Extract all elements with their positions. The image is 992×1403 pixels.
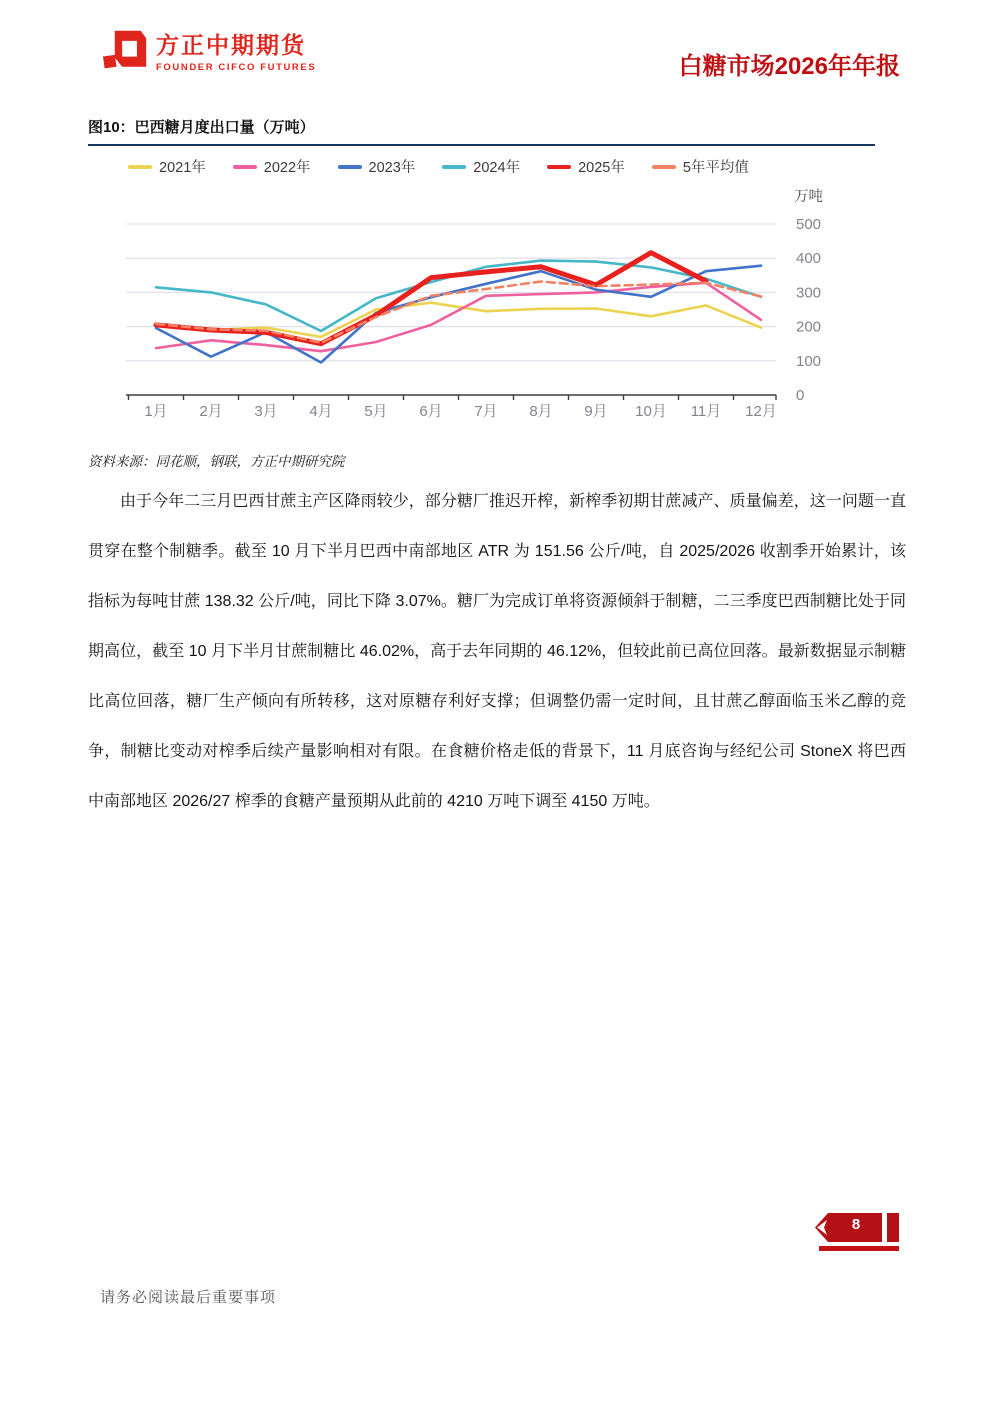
legend-swatch: [338, 165, 362, 169]
figure-title: 图10：巴西糖月度出口量（万吨）: [88, 119, 315, 136]
svg-text:3月: 3月: [254, 403, 278, 420]
report-title: 白糖市场2026年年报: [678, 53, 900, 80]
svg-text:10月: 10月: [635, 403, 667, 420]
legend-label: 2022年: [263, 160, 311, 176]
logo-text: [156, 28, 316, 73]
svg-text:300: 300: [796, 284, 822, 302]
svg-text:万吨: 万吨: [794, 189, 823, 205]
svg-text:2月: 2月: [199, 403, 223, 420]
legend-item-2022年: [233, 156, 311, 177]
legend-label: 2024年: [473, 160, 521, 176]
svg-text:8月: 8月: [529, 403, 553, 420]
svg-text:11月: 11月: [690, 403, 722, 420]
legend-label: 2023年: [368, 160, 416, 176]
founder-cifco-logo-icon: [100, 28, 148, 76]
legend-item-2021年: [128, 156, 206, 177]
svg-text:200: 200: [796, 318, 822, 336]
legend-item-2024年: [442, 156, 520, 177]
legend-swatch: [652, 165, 676, 169]
body-paragraph: 由于今年二三月巴西甘蔗主产区降雨较少，部分糖厂推迟开榨，新榨季初期甘蔗减产、质量偏差，这一问题一直贯穿在整个制糖季。截至 10 月下半月巴西中南部地区 ATR 为 151.56 公斤/吨，自 2025/2026 收割季开始累计，该指标为每吨甘蔗 138.32 公斤/吨，同比下降 3.07%。糖厂为完成订单将资源倾斜于制糖，二三季度巴西制糖比处于同期高位，截至 10 月下半月甘蔗制糖比 46.02%，高于去年同期的 46.12%，但较此前已高位回落。最新数据显示制糖比高位回落，糖厂生产倾向有所转移，这对原糖存利好支撑；但调整仍需一定时间，且甘蔗乙醇面临玉米乙醇的竞争，制糖比变动对榨季后续产量影响相对有限。在食糖价格走低的背景下，11 月底咨询与经纪公司 StoneX 将巴西中南部地区 2026/27 榨季的食糖产量预期从此前的 4210 万吨下调至 4150 万吨。: [88, 493, 906, 810]
series-line-2023年: [156, 266, 761, 363]
svg-text:9月: 9月: [584, 403, 608, 420]
brand-name-en: FOUNDER CIFCO FUTURES: [156, 62, 317, 73]
brand-name-cn: 方正中期期货: [156, 32, 306, 58]
legend-label: 2025年: [578, 160, 625, 176]
legend-swatch: [128, 165, 152, 169]
legend-swatch: [233, 165, 257, 169]
svg-text:100: 100: [796, 352, 822, 370]
legend-item-2023年: [338, 156, 416, 177]
legend-label: 2021年: [159, 160, 206, 176]
data-source-note: 资料来源：同花顺，钢联，方正中期研究院: [88, 454, 345, 469]
footer-disclaimer: 请务必阅读最后重要事项: [100, 1290, 277, 1306]
page-number-badge: [808, 1212, 900, 1253]
legend-item-5年平均值: [652, 156, 749, 177]
svg-text:5月: 5月: [364, 403, 388, 420]
monthly-export-line-chart: [118, 185, 888, 435]
svg-text:6月: 6月: [419, 403, 443, 420]
line-chart-canvas: [118, 185, 888, 435]
company-logo: [100, 28, 316, 76]
svg-text:400: 400: [796, 250, 822, 268]
legend-label: 5年平均值: [682, 160, 749, 176]
svg-text:7月: 7月: [474, 403, 498, 420]
chart-legend: [128, 156, 788, 177]
figure-title-rule: [88, 144, 875, 146]
svg-text:12月: 12月: [745, 403, 777, 420]
series-line-2024年: [156, 261, 761, 331]
legend-swatch: [547, 165, 571, 169]
legend-swatch: [442, 165, 466, 169]
svg-text:0: 0: [796, 387, 805, 404]
page-number: 8: [851, 1216, 861, 1233]
svg-text:4月: 4月: [309, 403, 333, 420]
svg-text:500: 500: [796, 216, 822, 233]
svg-text:1月: 1月: [144, 403, 168, 420]
legend-item-2025年: [547, 156, 625, 177]
